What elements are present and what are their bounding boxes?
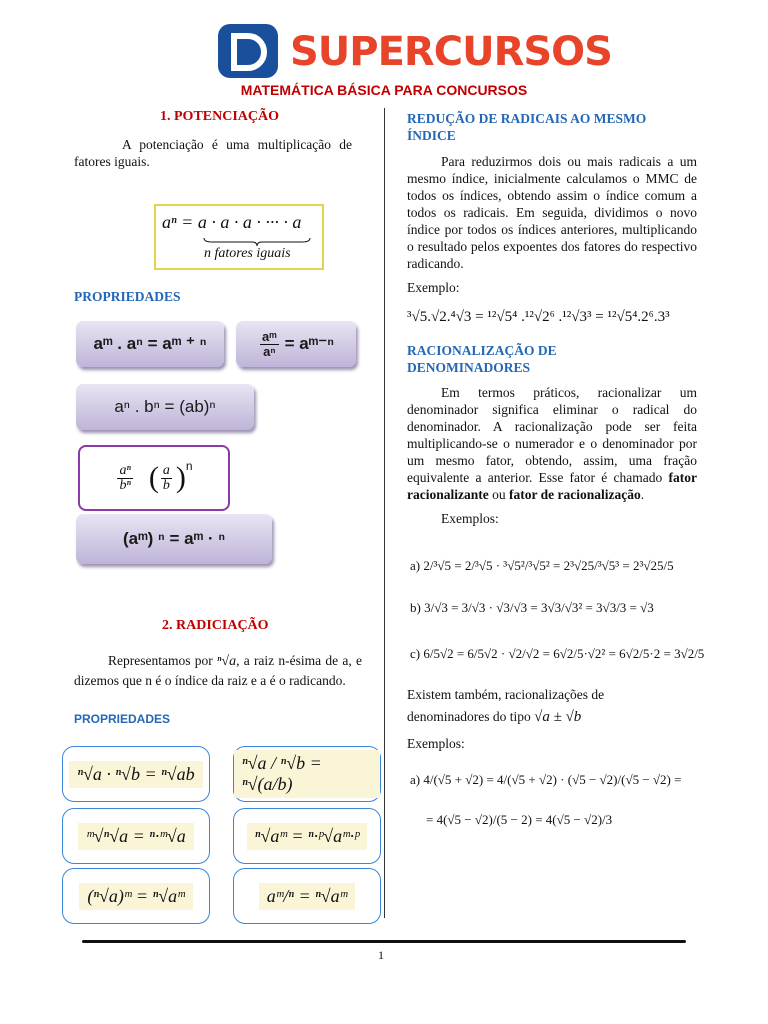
potenciacao-paragraph: A potenciação é uma multiplicação de fatores iguais.	[74, 137, 352, 169]
page-number: 1	[378, 948, 384, 962]
also-paragraph: Existem também, racionalizações de denominadores do tipo √a ± √b	[407, 687, 605, 725]
logo	[218, 24, 612, 80]
radical-property-index-scaling: ⁿ√aᵐ = ⁿ·ᵖ√aᵐ·ᵖ	[233, 808, 381, 864]
property-box-power-of-power: (aᵐ) ⁿ = aᵐ · ⁿ	[76, 514, 272, 564]
column-divider	[384, 108, 385, 918]
reducao-paragraph: Para reduzirmos dois ou mais radicais a um mesmo índice, inicialmente calculamos o MMC de todos os índices, obtendo assim o índice comum a todos os radicais. Em seguida, dividimos o novo índice por todos os índices anteriores, multiplicando o resultado pelos expoentes dos fatores do respectivo radicando.	[407, 154, 697, 271]
example2-line1: a) 4/(√5 + √2) = 4/(√5 + √2) · (√5 − √2)/(√5 − √2) =	[410, 772, 682, 787]
examples-label: Exemplos:	[441, 511, 499, 526]
document-subtitle: MATEMÁTICA BÁSICA PARA CONCURSOS	[240, 82, 528, 98]
property-box-power-product: aⁿ . bⁿ = (ab)ⁿ	[76, 384, 254, 430]
racionalizacao-paragraph: Em termos práticos, racionalizar um denominador significa eliminar o radical do denominador. A racionalização pode ser feita multiplicando-se o numerador e o denominador por um mesmo fator, obtendo, assim, uma fração equivalente a anterior. Esse fator é chamado fator racionalizante ou fator de racionalização.	[407, 385, 697, 502]
logo-text: SUPERCURSOS	[290, 29, 612, 75]
section-title-radiciacao: 2. RADICIAÇÃO	[162, 618, 269, 633]
section-title-potenciacao: 1. POTENCIAÇÃO	[160, 109, 280, 124]
propriedades-title: PROPRIEDADES	[74, 289, 181, 304]
example-expression: ³√5.√2.⁴√3 = ¹²√5⁴ .¹²√2⁶ .¹²√3³ = ¹²√5⁴.2⁶.3³	[407, 309, 670, 325]
footer-rule	[82, 940, 686, 943]
property-box-quotient: $\frac{\text{aᵐ}}{\text{aⁿ}}$ = aᵐ⁻ⁿ	[236, 321, 356, 367]
section-title-racionalizacao: RACIONALIZAÇÃO DE DENOMINADORES	[407, 343, 557, 375]
section-title-reducao: REDUÇÃO DE RADICAIS AO MESMO ÍNDICE	[407, 111, 647, 143]
definition-formula: aⁿ = a · a · a · ··· · a	[162, 212, 302, 232]
radical-property-quotient: ⁿ√a / ⁿ√b = ⁿ√(a/b)	[233, 746, 381, 802]
property-box-power-quotient: $\frac{\text{aⁿ}}{\text{bⁿ}}$ ( $\frac{a}{b}$ ) n	[78, 445, 230, 511]
example-b: b) 3/√3 = 3/√3 · √3/√3 = 3√3/√3² = 3√3/3 = √3	[410, 600, 654, 615]
radical-property-fractional-exponent: aᵐ/ⁿ = ⁿ√aᵐ	[233, 868, 381, 924]
radical-property-power-of-root: (ⁿ√a)ᵐ = ⁿ√aᵐ	[62, 868, 210, 924]
radiciacao-paragraph: Representamos por ⁿ√a, a raiz n-ésima de a, e dizemos que n é o índice da raiz e a é o radicando.	[74, 653, 362, 688]
logo-mark-icon	[218, 24, 282, 80]
definition-box	[154, 204, 324, 270]
propriedades-radicais-title: PROPRIEDADES	[74, 712, 171, 726]
radical-property-product: ⁿ√a · ⁿ√b = ⁿ√ab	[62, 746, 210, 802]
examples2-label: Exemplos:	[407, 736, 465, 751]
example-c: c) 6/5√2 = 6/5√2 · √2/√2 = 6√2/5·√2² = 6√2/5·2 = 3√2/5	[410, 646, 705, 661]
property-box-product: aᵐ . aⁿ = aᵐ ⁺ ⁿ	[76, 321, 224, 367]
definition-brace-label: n fatores iguais	[204, 246, 291, 261]
example-label: Exemplo:	[407, 280, 460, 295]
underbrace-icon	[202, 236, 312, 246]
example2-line2: = 4(√5 − √2)/(5 − 2) = 4(√5 − √2)/3	[426, 812, 613, 827]
radical-property-root-of-root: ᵐ√ⁿ√a = ⁿ·ᵐ√a	[62, 808, 210, 864]
example-a: a) 2/³√5 = 2/³√5 · ³√5²/³√5² = 2³√25/³√5³ = 2³√25/5	[410, 558, 674, 573]
